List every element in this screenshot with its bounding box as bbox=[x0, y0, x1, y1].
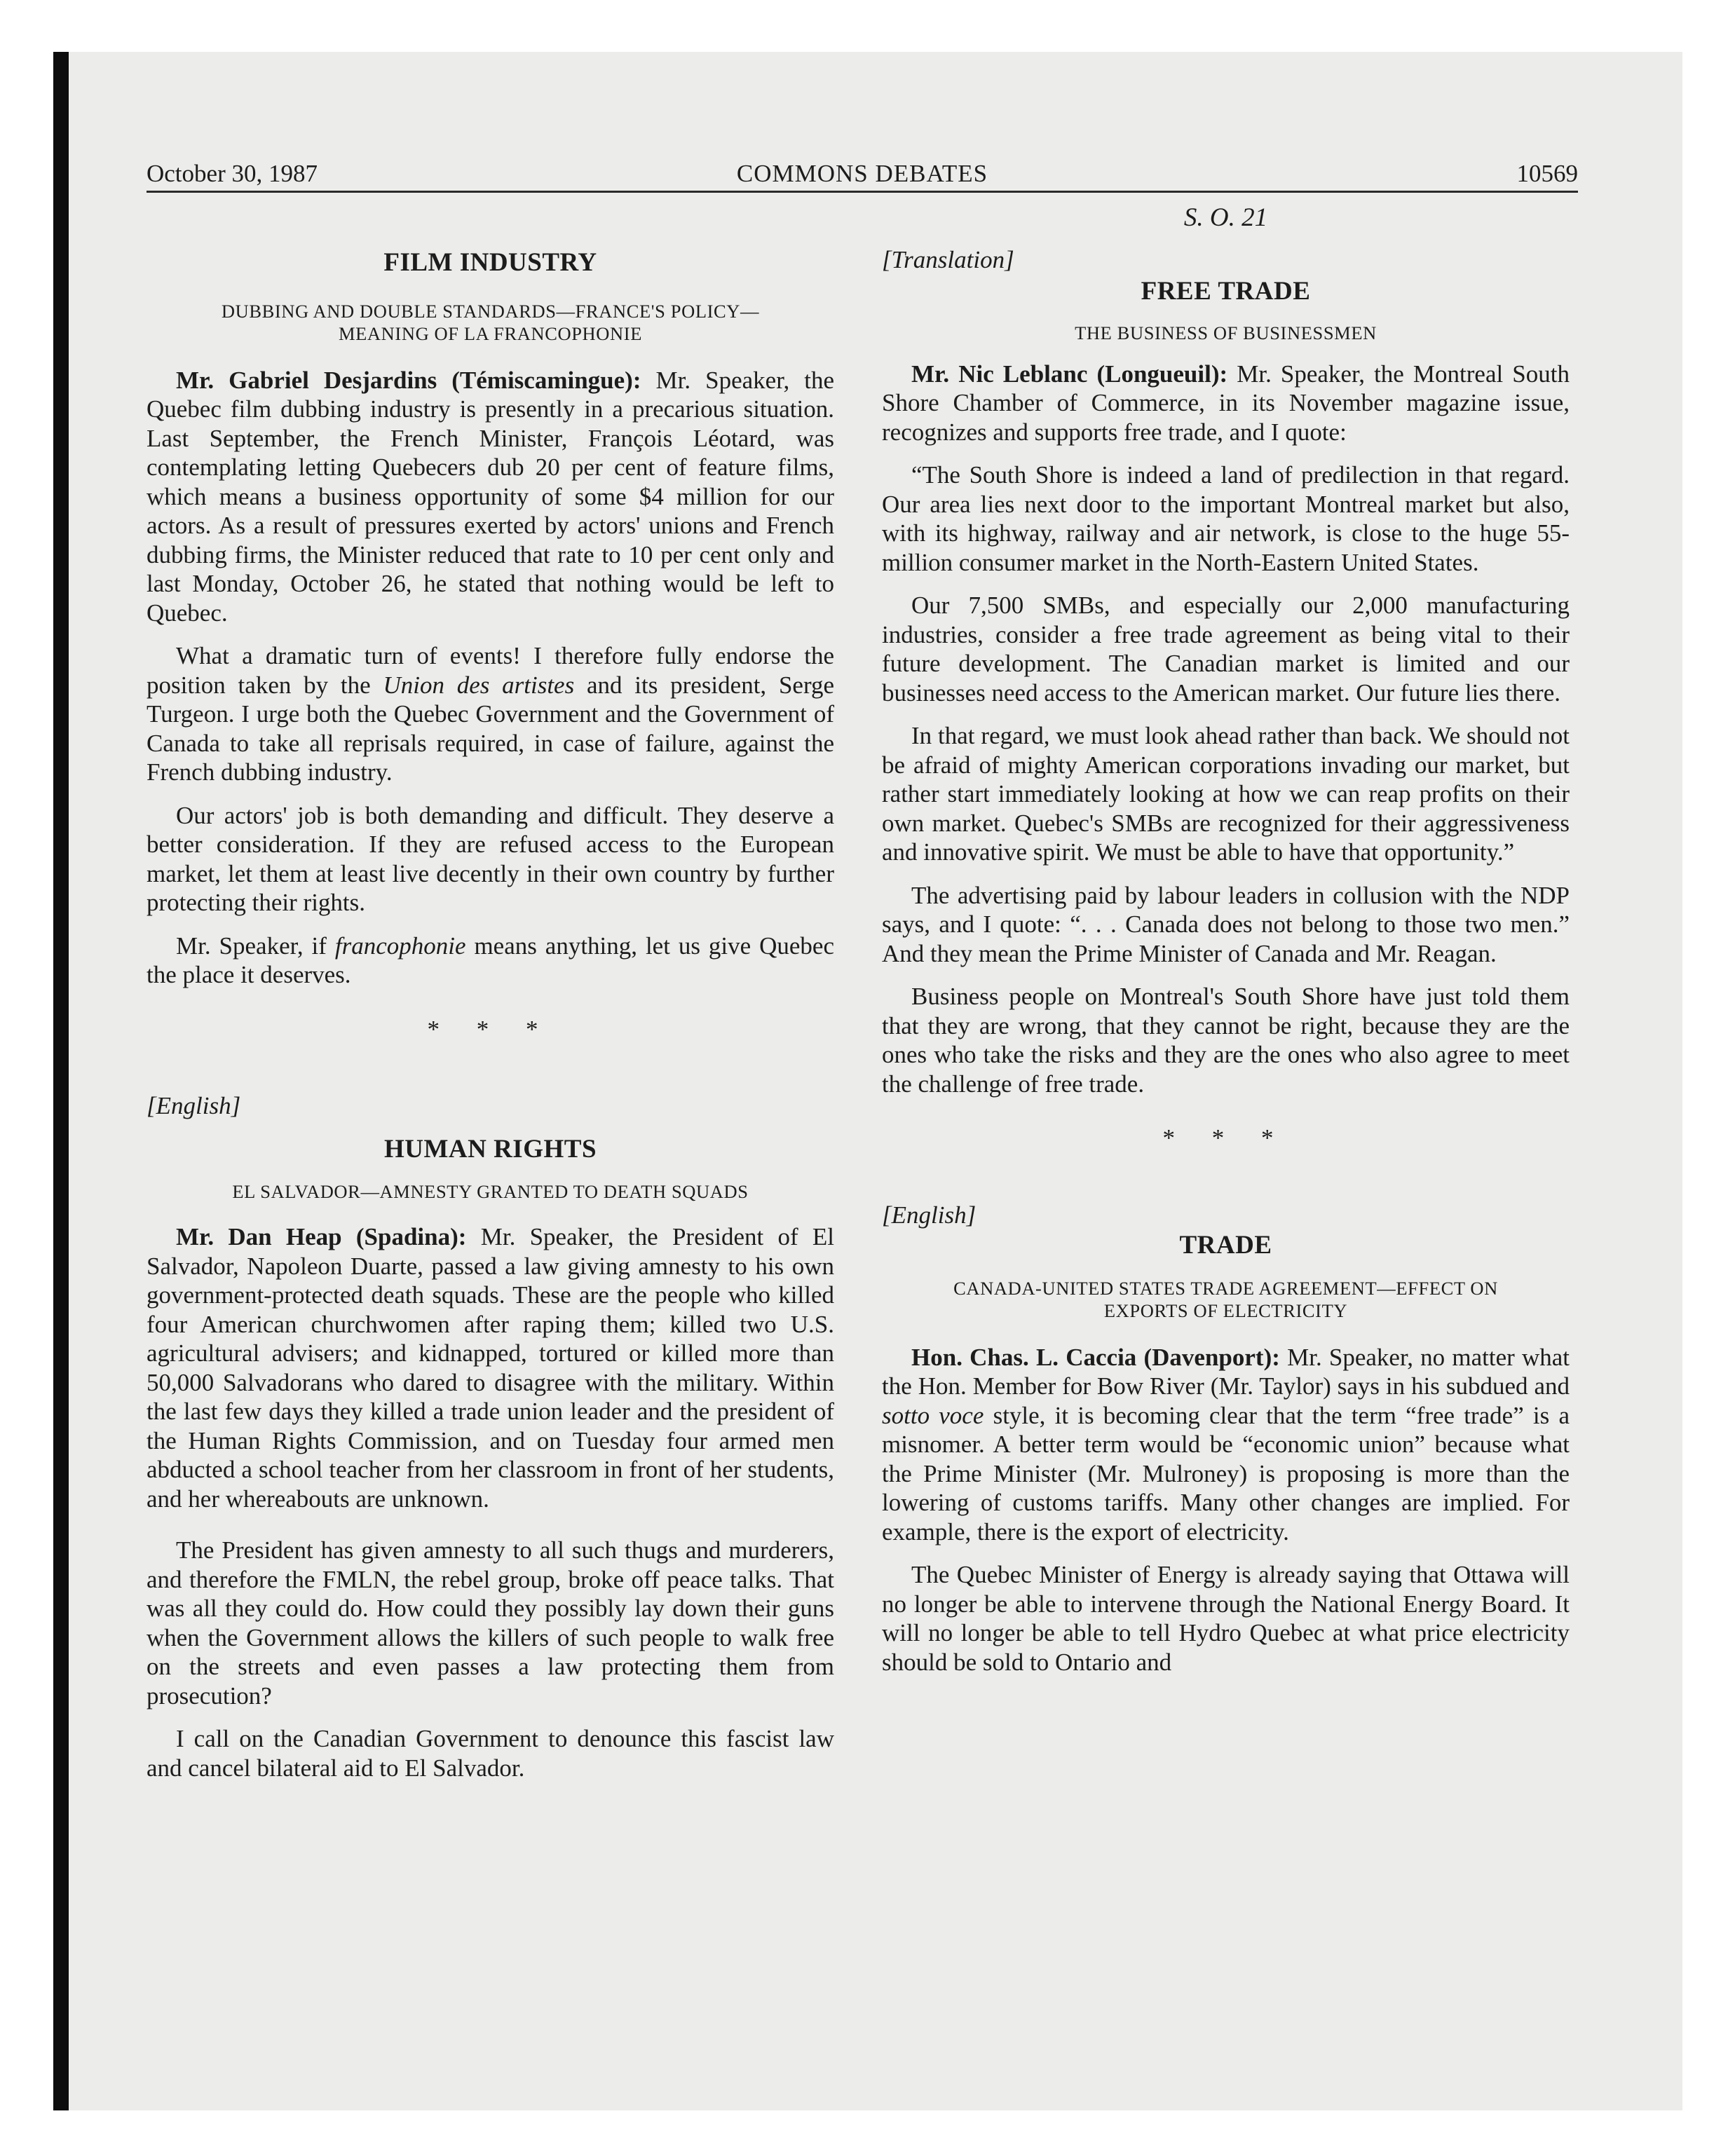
speaker-leblanc: Mr. Nic Leblanc (Longueuil): bbox=[911, 360, 1228, 388]
language-marker-english: [English] bbox=[147, 1092, 241, 1119]
trade-heading: TRADE bbox=[1179, 1231, 1272, 1260]
film-industry-heading: FILM INDUSTRY bbox=[383, 248, 597, 277]
left-column bbox=[147, 196, 834, 1782]
desjardins-text-1: Mr. Speaker, the Quebec film dubbing industry is presently in a precarious situation. Last September, the French Minister, François Léotard, was contemplating letting Quebecers dub 20 per cent of feature films, which means a business opportunity of some $4 million for our actors. As a result of pressures exerted by actors' unions and French dubbing firms, the Minister reduced that rate to 10 per cent only and last Monday, October 26, he stated that nothing would be left to Quebec. bbox=[147, 366, 834, 627]
header-page-number: 10569 bbox=[1516, 160, 1578, 187]
language-marker-english: [English] bbox=[882, 1201, 977, 1229]
speaker-caccia: Hon. Chas. L. Caccia (Davenport): bbox=[911, 1343, 1280, 1371]
trade-subheading-line1: CANADA-UNITED STATES TRADE AGREEMENT—EFFECT ON bbox=[953, 1277, 1498, 1299]
right-column bbox=[882, 196, 1570, 1677]
desjardins-paragraph-1 bbox=[147, 366, 834, 628]
heap-text-1: Mr. Speaker, the President of El Salvador, Napoleon Duarte, passed a law giving amnesty to his own government-protected death squads. These are the people who killed four American churchwomen after raping them; killed two U.S. agricultural advisers; and kidnapped, tortured or killed more than 50,000 Salvadorans who dared to disagree with the military. Within the last few days they killed a trade union leader and the president of the Human Rights Commission, and on Tuesday four armed men abducted a school teacher from her classroom in front of her students, and her whereabouts are unknown. bbox=[147, 1223, 835, 1513]
human-rights-heading: HUMAN RIGHTS bbox=[383, 1134, 597, 1164]
human-rights-subheading: EL SALVADOR—AMNESTY GRANTED TO DEATH SQUADS bbox=[232, 1181, 749, 1202]
standing-order-label: S. O. 21 bbox=[1183, 203, 1268, 232]
section-separator-stars: * * * bbox=[427, 1015, 554, 1043]
caccia-paragraph-2: The Quebec Minister of Energy is already saying that Ottawa will no longer be able to intervene through the National Energy Board. It will no longer be able to tell Hydro Quebec at what price electricity should be sold to Ontario and bbox=[882, 1561, 1570, 1676]
leblanc-quote-paragraph-1: “The South Shore is indeed a land of predilection in that regard. Our area lies next door to the important Montreal market but also, with its highway, railway and air network, is close to the huge 55-million consumer market in the North-Eastern United States. bbox=[882, 461, 1570, 576]
caccia-paragraph-1 bbox=[882, 1343, 1570, 1547]
caccia-text-1a: Mr. Speaker, no matter what the Hon. Member for Bow River (Mr. Taylor) says in his subdued and bbox=[882, 1343, 1570, 1400]
desjardins-text-2a: What a dramatic turn of events! I therefore fully endorse the position taken by the bbox=[147, 642, 834, 699]
page-binding-edge bbox=[53, 52, 69, 2110]
leblanc-quote-paragraph-2: Our 7,500 SMBs, and especially our 2,000 manufacturing industries, consider a free trade agreement as being vital to their future development. The Canadian market is limited and our businesses need access to the American market. Our future lies there. bbox=[882, 592, 1570, 707]
leblanc-text-1: Mr. Speaker, the Montreal South Shore Chamber of Commerce, in its November magazine issue, recognizes and supports free trade, and I quote: bbox=[882, 360, 1570, 446]
francophonie-term: francophonie bbox=[334, 932, 466, 960]
page-header bbox=[147, 156, 1578, 193]
leblanc-paragraph-5: The advertising paid by labour leaders in collusion with the NDP says, and I quote: “. . . Canada does not belong to those two men.” And they mean the Prime Minister of Canada and Mr. Reagan. bbox=[882, 881, 1570, 967]
leblanc-paragraph-6: Business people on Montreal's South Shore have just told them that they are wrong, that they cannot be right, because they are the ones who take the risks and they are the ones who also agree to meet the challenge of free trade. bbox=[882, 983, 1570, 1098]
language-marker-translation: [Translation] bbox=[882, 245, 1014, 273]
desjardins-paragraph-3: Our actors' job is both demanding and difficult. They deserve a better consideration. If they are refused access to the European market, let them at least live decently in their own country by further protecting their rights. bbox=[147, 801, 834, 916]
trade-subheading-line2: EXPORTS OF ELECTRICITY bbox=[1103, 1299, 1348, 1321]
film-industry-subheading-line2: MEANING OF LA FRANCOPHONIE bbox=[338, 322, 642, 344]
free-trade-subheading: THE BUSINESS OF BUSINESSMEN bbox=[1075, 322, 1377, 343]
sotto-voce-term: sotto voce bbox=[882, 1401, 984, 1429]
desjardins-paragraph-4 bbox=[147, 932, 834, 990]
section-separator-stars: * * * bbox=[1162, 1124, 1289, 1152]
desjardins-paragraph-2 bbox=[147, 641, 834, 787]
free-trade-heading: FREE TRADE bbox=[1141, 277, 1311, 306]
desjardins-text-4b: means anything, let us give Quebec the place it deserves. bbox=[147, 932, 834, 988]
desjardins-text-4a: Mr. Speaker, if bbox=[176, 932, 327, 960]
speaker-desjardins: Mr. Gabriel Desjardins (Témiscamingue): bbox=[176, 366, 641, 394]
caccia-text-1b: style, it is becoming clear that the term “free trade” is a misnomer. A better term would be “economic union” because what the Prime Minister (Mr. Mulroney) is proposing is more than the lowering of customs tariffs. Many other changes are implied. For example, there is the export of electricity. bbox=[882, 1401, 1570, 1546]
union-des-artistes: Union des artistes bbox=[383, 671, 575, 699]
speaker-heap: Mr. Dan Heap (Spadina): bbox=[176, 1223, 467, 1250]
leblanc-quote-paragraph-3: In that regard, we must look ahead rather than back. We should not be afraid of mighty American corporations invading our market, but rather start immediately looking at how we can reap profits on their own market. Quebec's SMBs are recognized for their aggressiveness and innovative spirit. We must be able to have that opportunity.” bbox=[882, 722, 1570, 866]
heap-paragraph-2: The President has given amnesty to all such thugs and murderers, and therefore the FMLN, the rebel group, broke off peace talks. That was all they could do. How could they possibly lay down their guns when the Government allows the killers of such people to walk free on the streets and even passes a law protecting them from prosecution? bbox=[147, 1536, 834, 1710]
heap-paragraph-3: I call on the Canadian Government to denounce this fascist law and cancel bilateral aid to El Salvador. bbox=[147, 1725, 834, 1782]
heap-paragraph-1 bbox=[147, 1222, 834, 1513]
film-industry-subheading-line1: DUBBING AND DOUBLE STANDARDS—FRANCE'S POLICY— bbox=[221, 300, 760, 322]
desjardins-text-2b: and its president, Serge Turgeon. I urge both the Quebec Government and the Government of Canada to take all reprisals required, in case of failure, against the French dubbing industry. bbox=[147, 671, 834, 786]
header-title: COMMONS DEBATES bbox=[736, 160, 988, 187]
leblanc-paragraph-1 bbox=[882, 360, 1570, 447]
header-date: October 30, 1987 bbox=[147, 160, 318, 187]
